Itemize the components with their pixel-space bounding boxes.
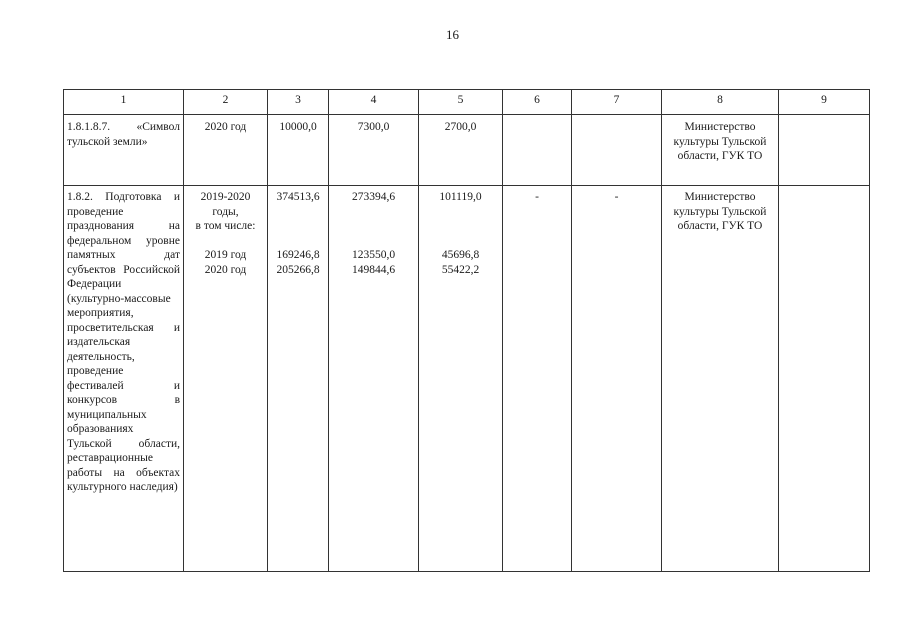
col5-cell: 2700,0 [419,115,503,186]
col5-sub: 55422,2 [441,263,480,276]
col6-cell: - [503,186,572,572]
period-sub: в том числе: [195,220,256,232]
event-name-cell: 1.8.1.8.7. «Символ тульской земли» [64,115,184,186]
col9-cell [779,186,870,572]
col5-main: 101119,0 [439,191,482,203]
total-sub: 205266,8 [276,263,320,276]
column-header: 3 [268,90,329,115]
event-name-cell: 1.8.2. Подготовка и проведение празднования на федеральном уровне памятных дат субъектов Российской Федерации (культурно-массовые мероприятия, просветительская и издательская деятельность, проведение фестивалей и конкурсов в муниципальных образованиях Тульской области, реставрационные работы на объектах культурного наследия) [64,186,184,572]
period-cell [184,186,268,572]
table-row [64,115,870,186]
col4-cell [329,186,419,572]
col9-cell [779,115,870,186]
col5-cell [419,186,503,572]
table-header-row [64,90,870,115]
col7-cell: - [572,186,662,572]
sub-year: 2019 год [204,249,247,261]
col4-cell: 7300,0 [329,115,419,186]
column-header: 9 [779,90,870,115]
total-main: 374513,6 [276,191,320,203]
col6-cell [503,115,572,186]
page-number: 16 [446,27,459,42]
column-header: 7 [572,90,662,115]
table-row [64,186,870,572]
column-header: 8 [662,90,779,115]
program-table [63,89,870,572]
col4-sub: 149844,6 [351,263,396,276]
col4-sub: 123550,0 [351,249,396,261]
period-cell: 2020 год [184,115,268,186]
column-header: 2 [184,90,268,115]
sub-year: 2020 год [204,263,247,276]
total-cell: 10000,0 [268,115,329,186]
total-sub: 169246,8 [276,249,320,261]
column-header: 5 [419,90,503,115]
col4-main: 273394,6 [351,191,396,203]
executor-cell: Министерство культуры Тульской области, ГУК ТО [662,186,779,572]
period-main: 2019-2020 годы, [200,191,251,218]
total-cell [268,186,329,572]
column-header: 6 [503,90,572,115]
column-header: 4 [329,90,419,115]
executor-cell: Министерство культуры Тульской области, ГУК ТО [662,115,779,186]
col7-cell [572,115,662,186]
column-header: 1 [64,90,184,115]
col5-sub: 45696,8 [441,249,480,261]
